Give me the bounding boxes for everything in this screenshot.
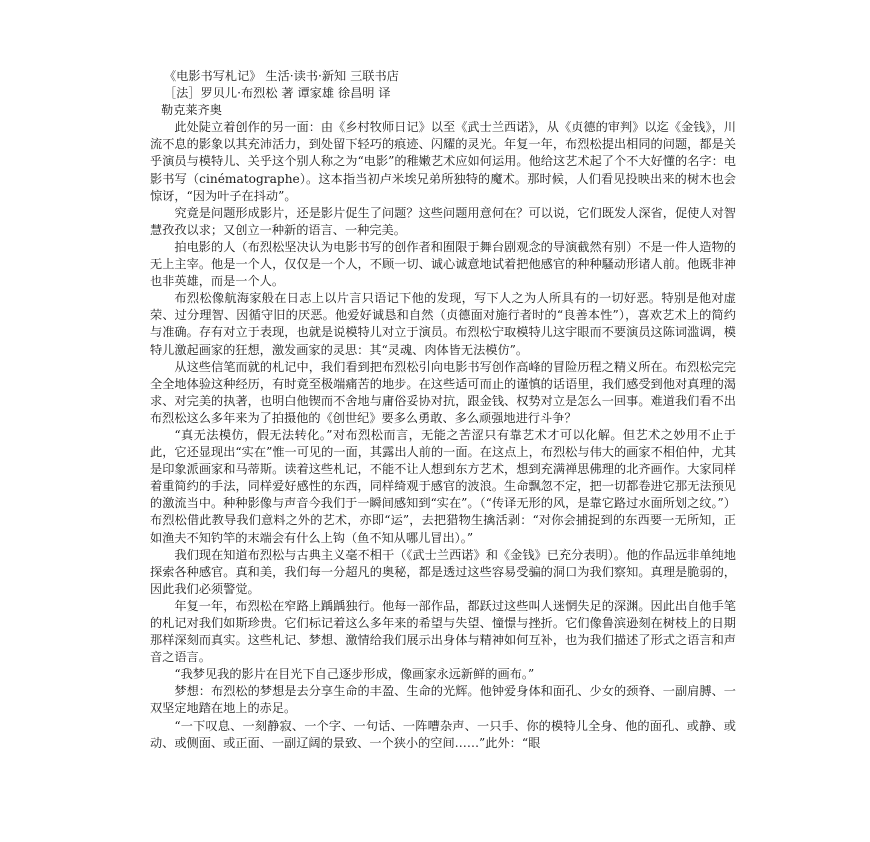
paragraph-1: 此处陡立着创作的另一面：由《乡村牧师日记》以至《武士兰西诺》，从《贞德的审判》以迄《金钱》，川流不息的影象以其充沛活力，到处留下轻巧的痕迹、闪耀的灵光。年复一年，布烈松提出相同的问题，都是关乎演员与模特儿、关乎这个别人称之为“电影”的稚嫩艺术应如何运用。他给这艺术起了个不大好懂的名字：电影书写（cinématographe）。这本指当初卢米埃兄弟所独特的魔术。那时候，人们看见投映出来的树木也会惊讶，“因为叶子在抖动”。	[150, 120, 736, 203]
paragraph-10: 梦想：布烈松的梦想是去分享生命的丰盈、生命的光辉。他钟爱身体和面孔、少女的颈脊、一副肩膊、一双坚定地踏在地上的赤足。	[150, 684, 736, 716]
paragraph-3: 拍电影的人（布烈松坚决认为电影书写的创作者和囿限于舞台剧观念的导演截然有别）不是一件人造物的无上主宰。他是一个人，仅仅是一个人，不顾一切、诚心诚意地试着把他感官的种种騷动形诸人前。他既非神也非英雄，而是一个人。	[150, 239, 736, 289]
paragraph-2: 究竟是问题形成影片，还是影片促生了问题？这些问题用意何在？可以说，它们既发人深省，促使人对智慧孜孜以求；又创立一种新的语言、一种完美。	[150, 205, 736, 237]
paragraph-8: 年复一年，布烈松在窄路上踽踽独行。他每一部作品，都跃过这些叫人迷惘失足的深渊。因此出自他手笔的札记对我们如斯珍贵。它们标记着这么多年来的希望与失望、憧憬与挫折。它们像鲁滨逊刻在树枝上的日期那样深刻而真实。这些札记、梦想、激情给我们展示出身体与精神如何互补，也为我们描述了形式之语言和声音之语言。	[150, 598, 736, 665]
paragraph-4: 布烈松像航海家般在日志上以片言只语记下他的发现，写下人之为人所具有的一切好恶。特别是他对虚荣、过分理智、因循守旧的厌恶。他爱好诚恳和自然（贞德面对施行者时的“良善本性”），喜欢艺术上的简约与准确。存有对立于表现，也就是说模特儿对立于演员。布烈松宁取模特儿这宇眼而不要演员这陈词滥调，模特儿激起画家的狂想，激发画家的灵思：其“灵魂、肉体皆无法模仿”。	[150, 291, 736, 357]
paragraph-7: 我们现在知道布烈松与古典主义毫不相干（《武士兰西诺》和《金钱》已充分表明）。他的作品远非单纯地探索各种感官。真和美，我们每一分超凡的奥秘，都是透过这些容易受骗的洞口为我们察知。真理是脆弱的，因此我们必须警觉。	[150, 547, 736, 596]
paragraph-11: “一下叹息、一刻静寂、一个字、一句话、一阵嘈杂声、一只手、你的模特儿全身、他的面孔、或静、或动、或侧面、或正面、一副辽阔的景致、一个狭小的空间……”此外：“眼	[150, 718, 736, 750]
document-page	[150, 68, 736, 752]
paragraph-5: 从这些信笔而就的札记中，我们看到把布烈松引向电影书写创作高峰的冒险历程之精义所在。布烈松完完全全地体验这种经历，有时竟至极端痛苦的地步。在这些适可而止的谨慎的话语里，我们感受到他对真理的渴求、对完美的执著，也明白他锲而不舍地与庸俗妥协对抗，跟金钱、权势对立是怎么一回事。难道我们看不出布烈松这么多年来为了拍摄他的《创世纪》要多么勇敢、多么顽强地进行斗争？	[150, 359, 736, 425]
paragraph-9: “我梦见我的影片在目光下自己逐步形成，像画家永远新鲜的画布。”	[174, 667, 535, 682]
translator-line: ［法］罗贝儿·布烈松 著 谭家雄 徐昌明 译	[164, 86, 391, 101]
paragraph-6: “真无法模仿，假无法转化。”对布烈松而言，无能之苦涩只有靠艺术才可以化解。但艺术之妙用不止于此，它还显现出“实在”惟一可见的一面，其露出人前的一面。在这点上，布烈松与伟大的画家不相伯仲，尤其是印象派画家和马蒂斯。读着这些札记，不能不让人想到东方艺术，想到充满禅思佛理的北齐画作。大家同样着重简约的手法，同样爱好感性的东西，同样绮观于感官的波浪。生命飘忽不定，把一切都卷进它那无法预见的激流当中。种种影像与声音今我们于一瞬间感知到“实在”。（“传译无形的风，是靠它路过水面所划之纹。”）布烈松借此教导我们意料之外的艺术，亦即“运”，去把猎物生擒活剥：“对你会捕捉到的东西要一无所知，正如渔夫不知钓竿的末端会有什么上钩（鱼不知从哪儿冒出）。”	[150, 427, 736, 545]
reviewer-line: 勒克莱齐奥	[161, 103, 222, 118]
source-line: 《电影书写札记》 生活·读书·新知 三联书店	[164, 69, 399, 83]
